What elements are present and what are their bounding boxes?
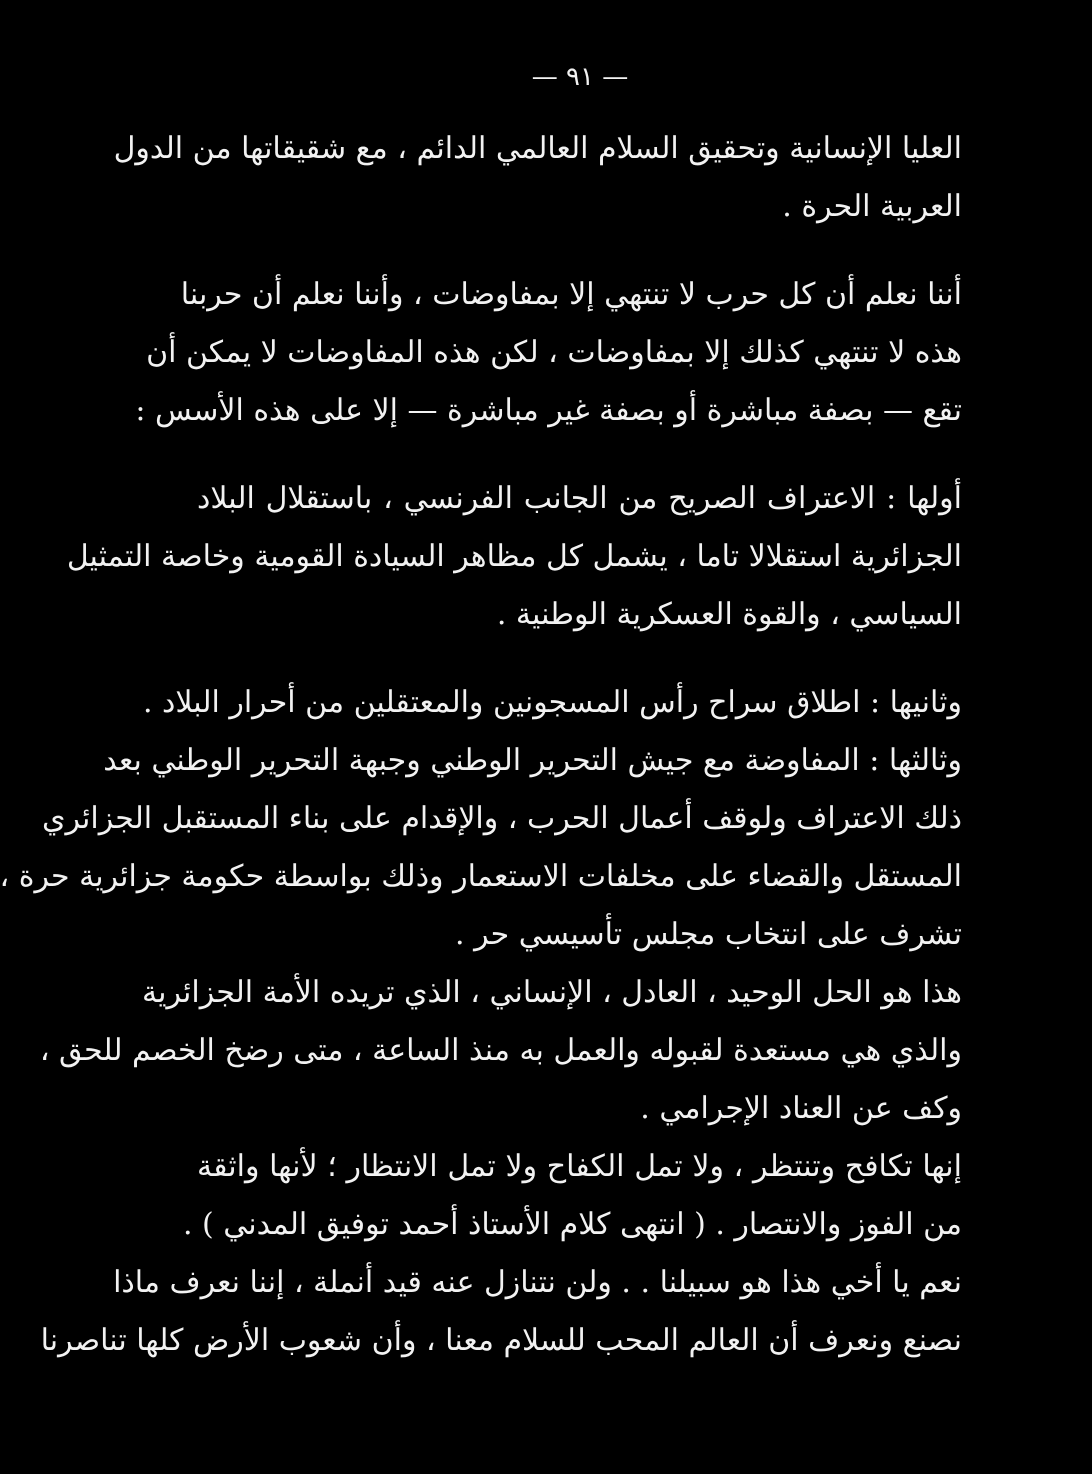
paragraph-gap: [197, 644, 962, 674]
text-line: هذا هو الحل الوحيد ، العادل ، الإنساني ، الذي تريده الأمة الجزائرية: [142, 975, 962, 1010]
text-line: تشرف على انتخاب مجلس تأسيسي حر .: [455, 917, 962, 952]
text-line: المستقل والقضاء على مخلفات الاستعمار وذلك بواسطة حكومة جزائرية حرة ،: [0, 859, 962, 894]
text-line: أولها : الاعتراف الصريح من الجانب الفرنسي ، باستقلال البلاد: [197, 481, 962, 516]
text-line: العربية الحرة .: [782, 189, 962, 224]
page-number: — ٩١ —: [531, 62, 629, 92]
text-line: هذه لا تنتهي كذلك إلا بمفاوضات ، لكن هذه المفاوضات لا يمكن أن: [146, 335, 962, 370]
paragraph-gap: [197, 236, 962, 266]
text-line: وثالثها : المفاوضة مع جيش التحرير الوطني وجبهة التحرير الوطني بعد: [103, 743, 962, 778]
text-line: من الفوز والانتصار . ( انتهى كلام الأستاذ أحمد توفيق المدني ) .: [182, 1207, 962, 1242]
text-line: ذلك الاعتراف ولوقف أعمال الحرب ، والإقدام على بناء المستقبل الجزائري: [42, 801, 962, 836]
text-line: الجزائرية استقلالا تاما ، يشمل كل مظاهر السيادة القومية وخاصة التمثيل: [66, 539, 962, 574]
text-line: وكف عن العناد الإجرامي .: [640, 1091, 962, 1126]
text-line: السياسي ، والقوة العسكرية الوطنية .: [496, 597, 962, 632]
text-line: تقع — بصفة مباشرة أو بصفة غير مباشرة — إلا على هذه الأسس :: [135, 393, 962, 428]
text-line: والذي هي مستعدة لقبوله والعمل به منذ الساعة ، متى رضخ الخصم للحق ،: [39, 1033, 962, 1068]
text-line: نعم يا أخي هذا هو سبيلنا . . ولن نتنازل عنه قيد أنملة ، إننا نعرف ماذا: [113, 1265, 962, 1300]
text-line: إنها تكافح وتنتظر ، ولا تمل الكفاح ولا تمل الانتظار ؛ لأنها واثقة: [197, 1149, 962, 1184]
paragraph-gap: [197, 440, 962, 470]
body-text: [0, 120, 962, 1370]
text-line: العليا الإنسانية وتحقيق السلام العالمي الدائم ، مع شقيقاتها من الدول: [113, 131, 962, 166]
text-line: وثانيها : اطلاق سراح رأس المسجونين والمعتقلين من أحرار البلاد .: [142, 685, 962, 720]
text-line: نصنع ونعرف أن العالم المحب للسلام معنا ، وأن شعوب الأرض كلها تناصرنا: [40, 1323, 962, 1358]
text-line: أننا نعلم أن كل حرب لا تنتهي إلا بمفاوضات ، وأننا نعلم أن حربنا: [180, 277, 962, 312]
